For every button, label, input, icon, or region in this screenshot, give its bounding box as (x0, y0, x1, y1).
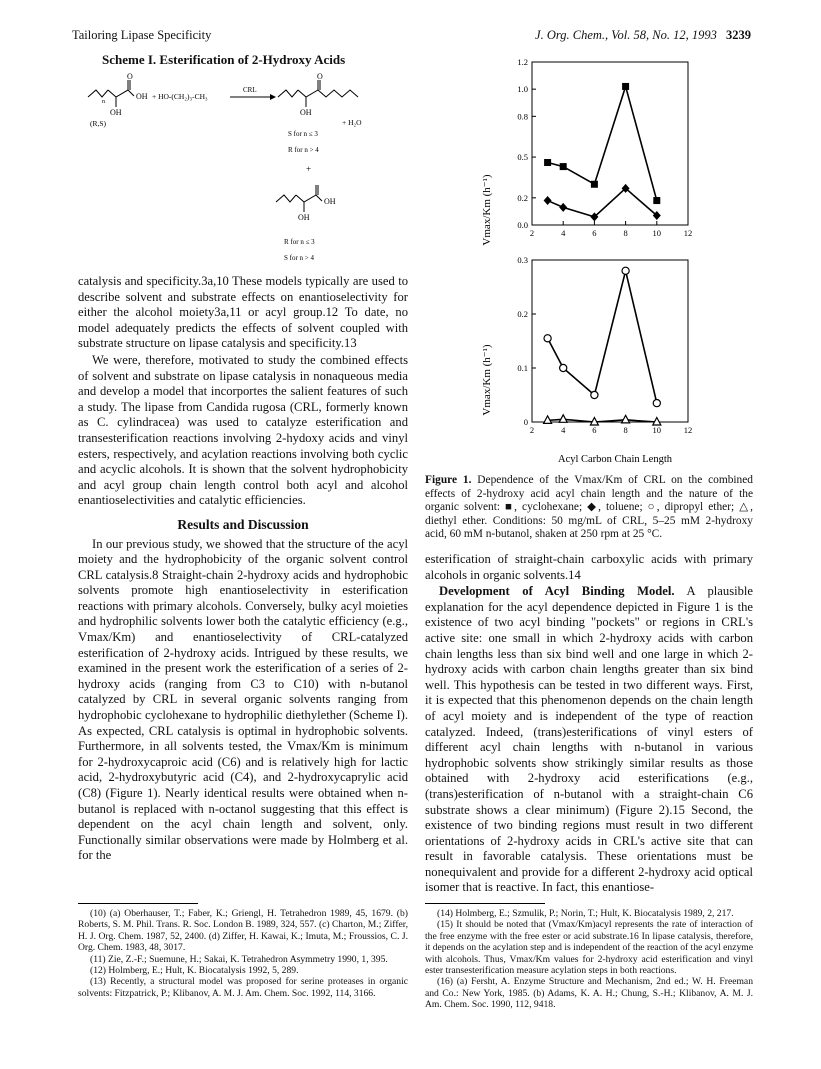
model-heading: Development of Acyl Binding Model. (439, 584, 675, 599)
alpha-oh-label: OH (110, 108, 122, 117)
reference-10: (10) (a) Oberhauser, T.; Faber, K.; Griengl, H. Tetrahedron 1989, 45, 1679. (b) Roberts, S. M. Phil. Trans. R. Soc. London B. 1989, 324, 557. (c) Charton, M.; Ziffer, H. J. Org. Chem. 1987, 52, 2400. (d) Ziffer, H. Kawai, K.; Imuta, M.; Froussios, C. J. Org. Chem. 1983, 48, 3017. (78, 908, 408, 954)
caption-text: Dependence of the Vmax/Km of CRL on the combined effects of 2-hydroxy acid acyl chain length and the nature of the organic solvent: ■, cyclohexane; ◆, toluene; ○, dipropyl ether; △, diethyl ether. Conditions: 50 mg/mL of CRL, 5–25 mM 2-hydroxy acid, 60 mM n-butanol, shaken at 250 rpm at 25 °C. (425, 474, 754, 541)
intro-paragraph-1: catalysis and specificity.3a,10 These models typically are used to describe solvent and substrate effects on enantioselectivity for either the alcohol moiety3a,11 or acyl group.12 To date, no model adequately predicts the effects of solvent coupled with substrate structure on lipase catalysis and specificity.13 (78, 274, 408, 351)
acid-s-config: S for n > 4 (284, 254, 315, 262)
plot-frame (532, 260, 688, 422)
left-column (78, 274, 408, 865)
y-axis-label-bottom: Vmax/Km (h⁻¹) (481, 344, 493, 416)
racemic-label: (R,S) (90, 119, 107, 128)
y-tick-label: 1.2 (517, 57, 528, 67)
series-line-cyclohexane (548, 86, 657, 200)
intro-paragraph-2: We were, therefore, motivated to study the combined effects of solvent and substrate on lipase catalysis in nonaqueous media and develop a model that incorportes the salient features of such a study. The lipase from Candida rugosa (CRL, formerly known as C. cylindracea) was used to catalyze esterification and transesterification reactions involving 2-hydoxy acids and vinyl esters, respectively, and acylation reactions involving both cyclic and acyclic alcohols. It is shown that the solvent hydrophobicity and acyl group chain length control both acyl and alcohol enantioselectivities and catalytic efficiencies. (78, 352, 408, 508)
caption-label: Figure 1. (425, 474, 472, 486)
x-tick-label: 6 (592, 425, 597, 435)
x-tick-label: 10 (652, 228, 662, 238)
reference-16: (16) (a) Fersht, A. Enzyme Structure and Mechanism, 2nd ed.; W. H. Freeman and Co.: New York, 1985. (b) Adams, K. A. H.; Chung, S.-H.; Klibanov, A. M. J. Am. Chem. Soc. 1990, 112, 9418. (425, 976, 753, 1011)
journal-citation: J. Org. Chem., Vol. 58, No. 12, 1993 (535, 28, 717, 42)
scheme-diagram (80, 70, 420, 285)
scheme-plus: + (306, 164, 312, 174)
data-point-dipropyl-ether (622, 267, 629, 274)
x-tick-label: 12 (683, 228, 693, 238)
plot-frame (532, 62, 688, 225)
right-column (425, 552, 753, 897)
running-header-right (535, 28, 751, 43)
ester-oh-label: OH (300, 108, 312, 117)
acid-oh-label: OH (136, 92, 148, 101)
data-point-toluene (559, 203, 567, 212)
remaining-alpha-oh-label: OH (298, 213, 310, 222)
x-tick-label: 6 (592, 228, 597, 238)
remaining-acid-oh-label: OH (324, 197, 336, 206)
y-axis-label-top: Vmax/Km (h⁻¹) (481, 174, 493, 246)
y-tick-label: 0.2 (517, 309, 528, 319)
x-tick-label: 8 (623, 425, 628, 435)
y-tick-label: 0.3 (517, 255, 528, 265)
data-point-dipropyl-ether (591, 391, 598, 398)
chart-panel-top (517, 57, 692, 238)
x-axis-label: Acyl Carbon Chain Length (557, 454, 673, 465)
ester-r-config: R for n > 4 (288, 146, 319, 154)
y-tick-label: 0.8 (517, 111, 528, 122)
data-point-cyclohexane (544, 159, 551, 166)
y-tick-label: 0.5 (517, 152, 528, 163)
running-header-left: Tailoring Lipase Specificity (72, 28, 212, 42)
continuation-paragraph: esterification of straight-chain carboxylic acids with primary alcohols in organic solvents.14 (425, 552, 753, 582)
section-heading: Results and Discussion (177, 516, 309, 532)
chart-panel-bottom (517, 255, 692, 435)
y-tick-label: 0.0 (517, 220, 528, 230)
hydroxy-acid-structure (88, 80, 134, 107)
x-tick-label: 10 (652, 425, 662, 435)
data-point-cyclohexane (560, 163, 567, 170)
data-point-diethyl-ether (559, 415, 567, 423)
page-number: 3239 (726, 28, 751, 42)
x-tick-label: 2 (529, 425, 535, 435)
data-point-toluene (544, 196, 552, 205)
reference-13: (13) Recently, a structural model was proposed for serine proteases in organic solvents: Fitzpatrick, P.; Klibanov, A. M. J. Am. Chem. Soc. 1992, 114, 3166. (78, 976, 408, 999)
reference-11: (11) Zie, Z.-F.; Suemune, H.; Sakai, K. Tetrahedron Asymmetry 1990, 1, 395. (90, 953, 388, 965)
results-paragraph: In our previous study, we showed that the structure of the acyl moiety and the hydrophobicity of the organic solvent control CRL catalysis.8 Straight-chain 2-hydroxy acids and hydrophobic solvents promote high enantioselectivity in esterification reactions with primary alcohols. Conversely, bulky acyl moieties and hydrophilic solvents lower both the catalytic efficiency (e.g., Vmax/Km) and enantioselectivity of CRL-catalyzed esterification of 2-hydroxy acids. Intrigued by these results, we examined in the present work the esterification of a series of 2-hydroxy acids (ranging from C3 to C10) with n-butanol catalyzed by CRL in several organic solvents ranging from hydrophobic cyclohexane to hydrophilic diethylether (Scheme I). As expected, CRL catalysis is optimal in hydrophobic solvents. Furthermore, in all solvents tested, the Vmax/Km is minimum for 2-hydroxycaproic acid (C6) and is relatively high for lactic acid, 2-hydroxybutyric acid (C4), and 2-hydroxycaprylic acid (C8) (Figure 1). Nearly identical results were obtained when n-butanol is replaced with n-octanol suggesting that this effect is dependent on the acyl chain length and solvent, only. Functionally similar observations were made by Holmberg et al. for the (78, 536, 408, 863)
x-tick-label: 4 (561, 425, 566, 435)
right-references (425, 908, 753, 1011)
ester-s-config: S for n ≤ 3 (288, 130, 318, 138)
y-tick-label: 0.1 (517, 363, 528, 373)
figure-1-chart (470, 50, 730, 470)
data-point-dipropyl-ether (560, 364, 567, 371)
chain-n-label: n (102, 99, 105, 105)
carbonyl-o-label: O (127, 72, 133, 81)
series-line-dipropyl-ether (548, 271, 657, 403)
butanol-reagent: + HO-(CH₂)₃-CH₃ (152, 92, 208, 101)
water-product: + H₂O (342, 118, 362, 127)
figure-caption (425, 474, 753, 542)
remaining-acid-structure (276, 185, 322, 212)
y-tick-label: 1.0 (517, 84, 528, 95)
x-tick-label: 12 (683, 425, 693, 435)
model-paragraph: A plausible explanation for the acyl dependence depicted in Figure 1 is the existence of two acyl binding "pockets" or regions in CRL's active site: one small in which 2-hydroxy acids with carbon chain lengths less than six bind well and one large in which 2-hydroxy acids with carbon chain lengths greater than six bind well. This hypothesis can be tested in two different ways. First, it is expected that this phenomenon depends on the chain length of acyl moiety and is independent of the type of reaction catalyzed. Indeed, (trans)esterifications of vinyl esters of different acyl chain lengths with n-butanol in various hydrophobic solvents show strikingly similar results as those obtained with 2-hydroxy acid esterifications (e.g., (trans)esterification of n-butanol with a straight-chain C6 substrate shows a clear minimum) (Figure 2).15 Second, the existence of two binding regions must result in two different orientations of 2-hydroxy acids in CRL's active site that can result in favorable catalysis. These orientations must be nonequivalent and provide for a different 2-hydroxy acid optical isomer that is reactive. In fact, this enantiose- (425, 584, 753, 895)
reference-12: (12) Holmberg, E.; Hult, K. Biocatalysis 1992, 5, 289. (90, 965, 299, 977)
ester-carbonyl-o-label: O (317, 72, 323, 81)
catalyst-label: CRL (243, 86, 257, 94)
data-point-cyclohexane (622, 83, 629, 90)
data-point-dipropyl-ether (544, 335, 551, 342)
y-tick-label: 0.2 (517, 192, 528, 203)
series-line-toluene (548, 188, 657, 217)
y-tick-label: 0 (523, 417, 528, 427)
reference-14: (14) Holmberg, E.; Szmulik, P.; Norin, T.; Hult, K. Biocatalysis 1989, 2, 217. (437, 908, 734, 919)
data-point-dipropyl-ether (653, 400, 660, 407)
x-tick-label: 2 (529, 228, 535, 238)
x-tick-label: 4 (561, 228, 566, 238)
data-point-cyclohexane (653, 197, 660, 204)
x-tick-label: 8 (623, 228, 628, 238)
data-point-cyclohexane (591, 181, 598, 188)
left-references (78, 908, 408, 999)
data-point-diethyl-ether (622, 415, 630, 423)
footnote-rule-right (425, 903, 545, 904)
ester-product-structure (278, 80, 358, 107)
footnote-rule-left (78, 903, 198, 904)
scheme-title: Scheme I. Esterification of 2-Hydroxy Acids (102, 52, 346, 67)
reference-15: (15) It should be noted that (Vmax/Km)acyl represents the rate of interaction of the free enzyme with the free ester or acid substrate.16 In lipase catalysis, therefore, it depends on the acylation step and is independent of the reaction of the acyl enzyme with alcohols. Thus, Vmax/Km values for 2-hydroxy acid esterification and vinyl ester transesterification measure acylation steps in both reactions. (425, 919, 753, 977)
acid-r-config: R for n ≤ 3 (284, 238, 315, 246)
